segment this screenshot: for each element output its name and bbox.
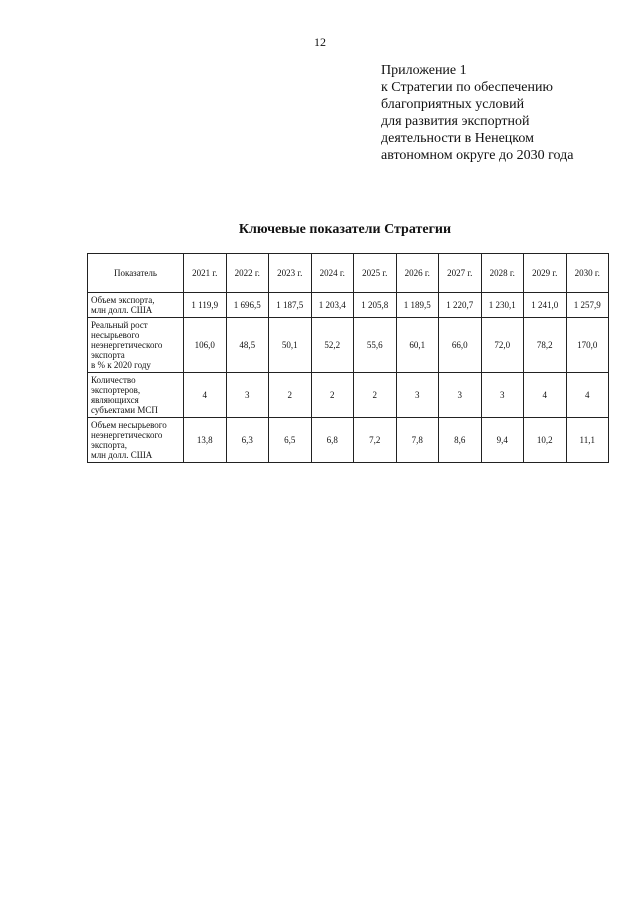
cell-value: 11,1 (566, 418, 609, 463)
row-label-line: неэнергетического (91, 340, 163, 350)
appendix-line: к Стратегии по обеспечению (381, 80, 553, 95)
cell-value: 1 696,5 (226, 293, 269, 318)
row-label-line: Реальный рост (91, 320, 148, 330)
appendix-line: для развития экспортной (381, 114, 530, 129)
header-indicator: Показатель (88, 254, 184, 293)
header-year: 2022 г. (226, 254, 269, 293)
header-year: 2023 г. (269, 254, 312, 293)
cell-value: 3 (439, 373, 482, 418)
cell-value: 3 (481, 373, 524, 418)
row-label-line: млн долл. США (91, 450, 153, 460)
cell-value: 1 189,5 (396, 293, 439, 318)
cell-value: 7,8 (396, 418, 439, 463)
appendix-note (381, 62, 621, 164)
cell-value: 106,0 (184, 318, 227, 373)
cell-value: 170,0 (566, 318, 609, 373)
header-year: 2024 г. (311, 254, 354, 293)
document-title: Ключевые показатели Стратегии (238, 222, 452, 237)
cell-value: 6,5 (269, 418, 312, 463)
cell-value: 1 241,0 (524, 293, 567, 318)
cell-value: 66,0 (439, 318, 482, 373)
cell-value: 55,6 (354, 318, 397, 373)
table-row (88, 318, 609, 373)
cell-value: 6,3 (226, 418, 269, 463)
cell-value: 3 (396, 373, 439, 418)
cell-value: 72,0 (481, 318, 524, 373)
cell-value: 7,2 (354, 418, 397, 463)
row-label-line: млн долл. США (91, 305, 153, 315)
row-label-line: несырьевого (91, 330, 140, 340)
table-header-row (88, 254, 609, 293)
table-row (88, 373, 609, 418)
appendix-line: автономном округе до 2030 года (381, 148, 574, 163)
cell-value: 1 119,9 (184, 293, 227, 318)
appendix-line: деятельности в Ненецком (381, 131, 534, 146)
cell-value: 2 (269, 373, 312, 418)
cell-value: 1 205,8 (354, 293, 397, 318)
row-label-line: экспорта (91, 350, 125, 360)
row-label-line: субъектами МСП (91, 405, 158, 415)
cell-value: 4 (524, 373, 567, 418)
cell-value: 3 (226, 373, 269, 418)
cell-value: 52,2 (311, 318, 354, 373)
row-label-line: Объем экспорта, (91, 295, 155, 305)
cell-value: 60,1 (396, 318, 439, 373)
row-label-line: в % к 2020 году (91, 360, 151, 370)
appendix-line: Приложение 1 (381, 63, 467, 78)
row-label-line: неэнергетического (91, 430, 163, 440)
table-row (88, 418, 609, 463)
cell-value: 13,8 (184, 418, 227, 463)
indicators-table (87, 253, 609, 463)
row-label-line: являющихся (91, 395, 139, 405)
header-year: 2029 г. (524, 254, 567, 293)
cell-value: 1 220,7 (439, 293, 482, 318)
row-label (88, 318, 184, 373)
cell-value: 78,2 (524, 318, 567, 373)
row-label (88, 293, 184, 318)
row-label-line: Объем несырьевого (91, 420, 167, 430)
cell-value: 6,8 (311, 418, 354, 463)
cell-value: 2 (311, 373, 354, 418)
cell-value: 1 257,9 (566, 293, 609, 318)
cell-value: 2 (354, 373, 397, 418)
header-year: 2027 г. (439, 254, 482, 293)
header-year: 2026 г. (396, 254, 439, 293)
header-year: 2030 г. (566, 254, 609, 293)
cell-value: 1 203,4 (311, 293, 354, 318)
cell-value: 48,5 (226, 318, 269, 373)
cell-value: 50,1 (269, 318, 312, 373)
table-row (88, 293, 609, 318)
row-label-line: экспортеров, (91, 385, 141, 395)
header-year: 2021 г. (184, 254, 227, 293)
row-label-line: экспорта, (91, 440, 127, 450)
cell-value: 9,4 (481, 418, 524, 463)
cell-value: 8,6 (439, 418, 482, 463)
row-label-line: Количество (91, 375, 136, 385)
cell-value: 4 (566, 373, 609, 418)
cell-value: 4 (184, 373, 227, 418)
cell-value: 1 230,1 (481, 293, 524, 318)
row-label (88, 418, 184, 463)
appendix-line: благоприятных условий (381, 97, 525, 112)
page-number: 12 (314, 35, 326, 49)
header-year: 2028 г. (481, 254, 524, 293)
header-year: 2025 г. (354, 254, 397, 293)
cell-value: 10,2 (524, 418, 567, 463)
row-label (88, 373, 184, 418)
cell-value: 1 187,5 (269, 293, 312, 318)
